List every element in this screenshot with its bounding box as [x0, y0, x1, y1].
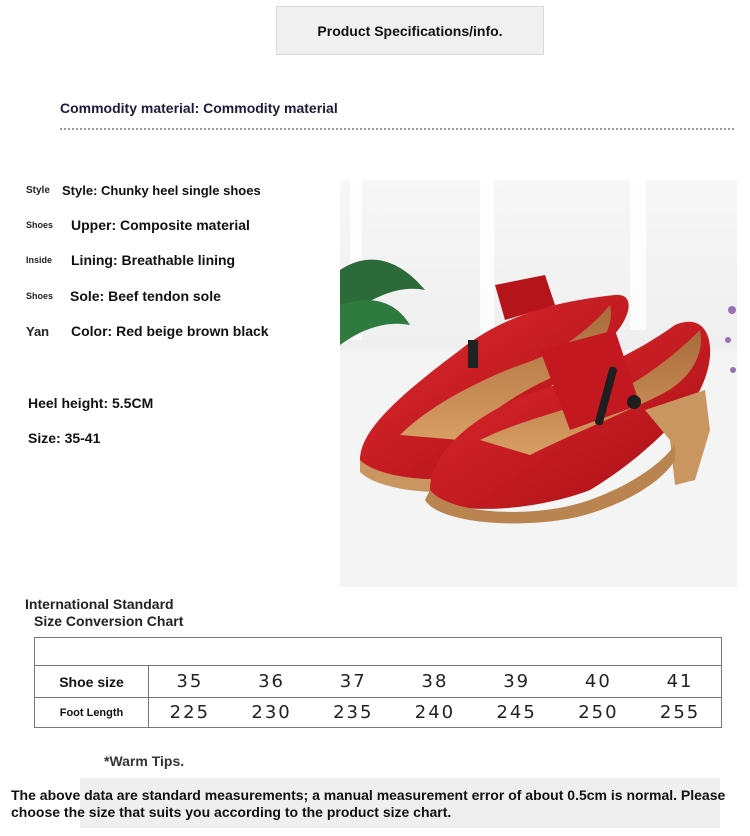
- spec-text: Style: Chunky heel single shoes: [62, 182, 261, 198]
- foot-length-cell: 225: [169, 702, 211, 723]
- shoe-size-values: [149, 666, 722, 698]
- spec-text: Color: Red beige brown black: [71, 323, 269, 339]
- material-title: Commodity material: Commodity material: [60, 100, 338, 116]
- divider: [60, 128, 734, 130]
- shoe-size-cell: 37: [339, 671, 367, 692]
- shoe-size-cell: 38: [421, 671, 449, 692]
- shoe-size-cell: 36: [258, 671, 285, 692]
- shoe-size-label: Shoe size: [35, 666, 149, 698]
- shoe-size-cell: 35: [176, 671, 204, 692]
- foot-length-label: Foot Length: [35, 698, 149, 728]
- spec-row-upper: [26, 213, 250, 237]
- spec-text: Lining: Breathable lining: [71, 252, 236, 268]
- table-row: [35, 638, 722, 666]
- foot-length-cell: 240: [414, 702, 456, 723]
- heel-height: Heel height: 5.5CM: [28, 395, 154, 411]
- shoe-size-cell: 40: [584, 671, 612, 692]
- size-conversion-table: [34, 637, 722, 728]
- foot-length-values: [149, 698, 722, 728]
- foot-length-cell: 235: [333, 702, 374, 723]
- foot-length-cell: 245: [496, 702, 537, 723]
- shoe-size-cell: 39: [503, 671, 531, 692]
- shoe-size-cell: 41: [666, 671, 694, 692]
- spec-tag: Shoes: [26, 291, 54, 301]
- spec-text: Upper: Composite material: [71, 217, 250, 233]
- spec-tag: Yan: [26, 323, 50, 339]
- size-range: Size: 35-41: [28, 430, 101, 446]
- size-chart-title-line1: International Standard: [25, 596, 174, 612]
- warm-tips-title: *Warm Tips.: [104, 753, 185, 769]
- spec-tag: Inside: [26, 255, 53, 265]
- table-cell-blank: [35, 638, 722, 666]
- spec-row-color: [26, 319, 269, 343]
- spec-row-style: [26, 178, 261, 202]
- foot-length-cell: 255: [659, 702, 701, 723]
- size-chart-title-line2: Size Conversion Chart: [34, 613, 184, 629]
- spec-tag: Shoes: [26, 220, 54, 230]
- spec-tag: Style: [26, 184, 50, 196]
- table-row: [35, 666, 722, 698]
- spec-row-lining: [26, 248, 235, 272]
- foot-length-cell: 230: [251, 702, 292, 723]
- product-photo: [340, 180, 737, 587]
- foot-length-cell: 250: [578, 702, 619, 723]
- spec-row-sole: [26, 284, 221, 308]
- spec-header-title: Product Specifications/info.: [317, 22, 503, 39]
- table-row: [35, 698, 722, 728]
- tips-text: The above data are standard measurements; a manual measurement error of about 0.5cm is normal. Please choose the size that suits you according to the product size chart.: [11, 787, 726, 820]
- spec-text: Sole: Beef tendon sole: [70, 288, 221, 304]
- spec-header: [276, 6, 544, 55]
